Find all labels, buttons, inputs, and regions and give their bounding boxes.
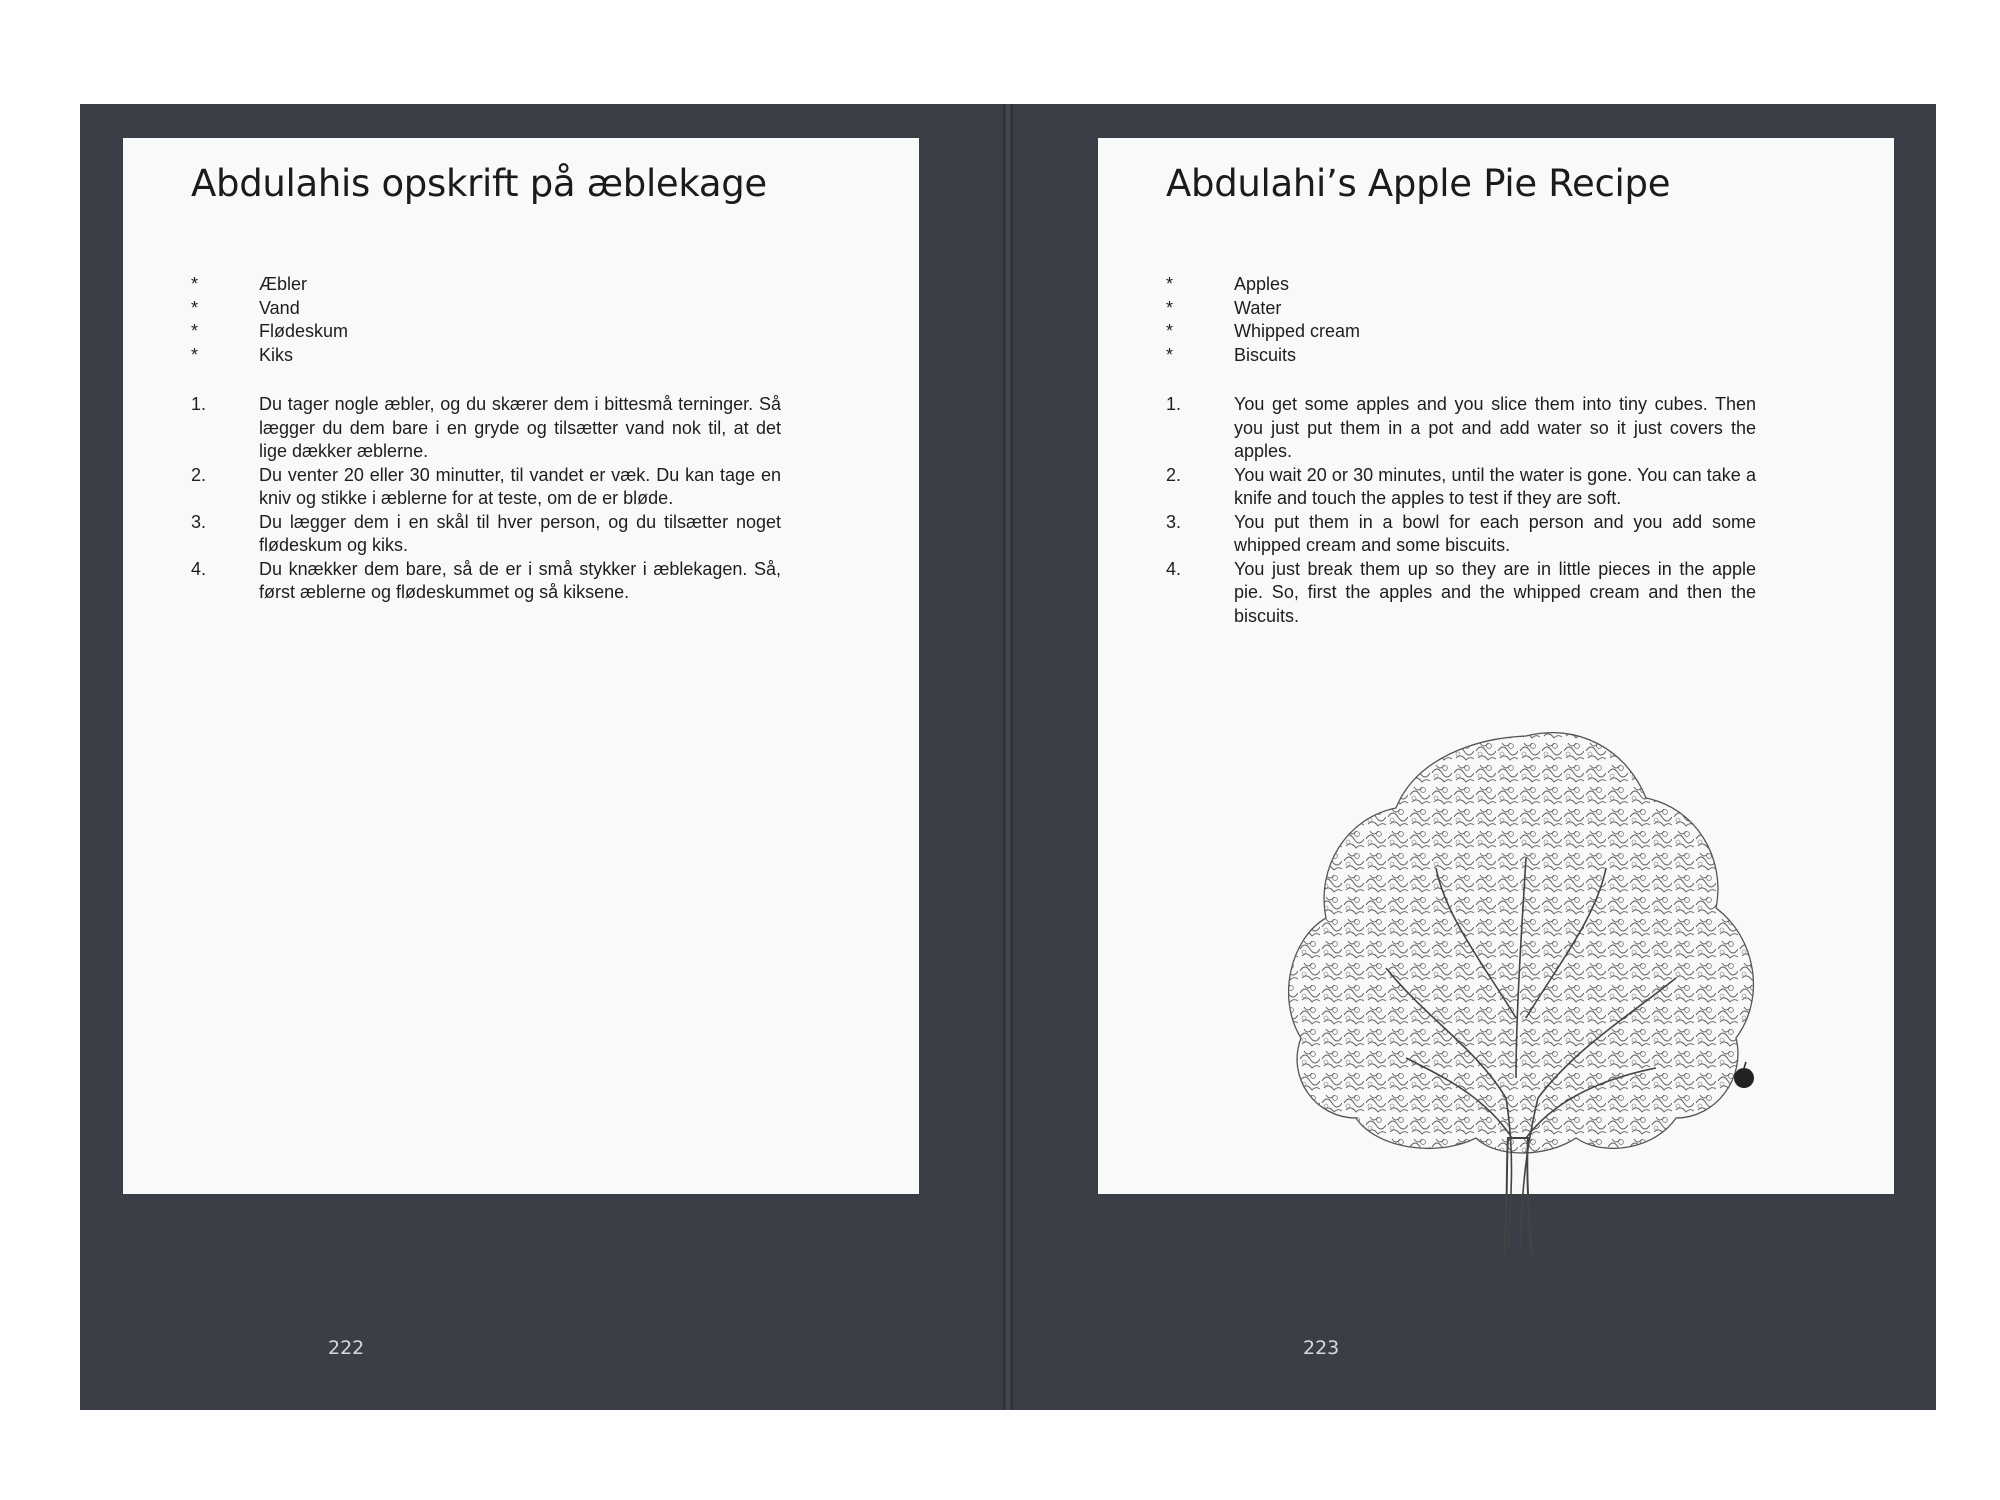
step-list xyxy=(1166,393,1756,628)
bullet-asterisk: * xyxy=(1166,344,1174,365)
step-number: 3. xyxy=(191,511,207,532)
list-item xyxy=(191,558,781,605)
step-text: Du lægger dem i en skål til hver person, og du tilsætter noget flødeskum og kiks. xyxy=(259,511,781,555)
bullet-asterisk: * xyxy=(191,274,199,294)
step-text: You wait 20 or 30 minutes, until the water is gone. You can take a knife and touch the apples to test if they are soft. xyxy=(1234,464,1756,508)
ingredient-label: Kiks xyxy=(259,344,294,365)
list-item xyxy=(1166,274,1766,298)
step-text: Du knækker dem bare, så de er i små stykker i æblekagen. Så, først æblerne og flødeskummet og så kiksene. xyxy=(259,558,781,602)
ingredient-label: Vand xyxy=(259,297,300,318)
bullet-asterisk: * xyxy=(191,344,199,365)
ingredient-list xyxy=(191,274,791,368)
step-text: You just break them up so they are in little pieces in the apple pie. So, first the apples and the whipped cream and then the biscuits. xyxy=(1234,558,1756,626)
step-text: Du tager nogle æbler, og du skærer dem i bittesmå terninger. Så lægger du dem bare i en gryde og tilsætter vand nok til, at det lige dækker æblerne. xyxy=(259,394,781,461)
book-spine-gutter xyxy=(1003,104,1013,1410)
list-item xyxy=(1166,345,1766,369)
step-text: You put them in a bowl for each person and you add some whipped cream and some biscuits. xyxy=(1234,511,1756,555)
bullet-asterisk: * xyxy=(1166,297,1174,318)
ingredient-label: Whipped cream xyxy=(1234,321,1361,341)
step-number: 3. xyxy=(1166,511,1182,532)
right-page xyxy=(1098,138,1894,1194)
list-item xyxy=(191,345,791,369)
bullet-asterisk: * xyxy=(1166,321,1174,341)
list-item xyxy=(191,321,791,345)
page-title: Abdulahis opskrift på æblekage xyxy=(191,162,767,205)
ingredient-label: Water xyxy=(1234,297,1282,318)
page-number: 223 xyxy=(1303,1337,1340,1359)
list-item xyxy=(191,511,781,558)
list-item xyxy=(1166,298,1766,322)
list-item xyxy=(1166,393,1756,464)
ingredient-list xyxy=(1166,274,1766,368)
list-item xyxy=(1166,558,1756,629)
left-page xyxy=(123,138,919,1194)
step-number: 2. xyxy=(191,464,207,485)
list-item xyxy=(191,464,781,511)
bullet-asterisk: * xyxy=(191,297,199,318)
open-book xyxy=(80,104,1936,1410)
list-item xyxy=(1166,511,1756,558)
step-text: Du venter 20 eller 30 minutter, til vandet er væk. Du kan tage en kniv og stikke i æblerne for at teste, om de er bløde. xyxy=(259,464,781,508)
ingredient-label: Æbler xyxy=(259,274,308,294)
page-number: 222 xyxy=(328,1337,365,1359)
ingredient-label: Flødeskum xyxy=(259,321,349,341)
step-text: You get some apples and you slice them into tiny cubes. Then you just put them in a pot and add water so it just covers the apples. xyxy=(1234,394,1756,461)
step-number: 4. xyxy=(1166,558,1182,579)
page-title: Abdulahi’s Apple Pie Recipe xyxy=(1166,162,1671,205)
list-item xyxy=(1166,321,1766,345)
list-item xyxy=(191,393,781,464)
step-number: 2. xyxy=(1166,464,1182,485)
ingredient-label: Biscuits xyxy=(1234,344,1297,365)
list-item xyxy=(191,274,791,298)
bullet-asterisk: * xyxy=(191,321,199,341)
bullet-asterisk: * xyxy=(1166,274,1174,294)
list-item xyxy=(191,298,791,322)
apple-tree-icon xyxy=(1276,718,1776,1258)
step-number: 1. xyxy=(1166,394,1182,414)
step-number: 1. xyxy=(191,394,207,414)
ingredient-label: Apples xyxy=(1234,274,1290,294)
step-list xyxy=(191,393,781,605)
list-item xyxy=(1166,464,1756,511)
step-number: 4. xyxy=(191,558,207,579)
